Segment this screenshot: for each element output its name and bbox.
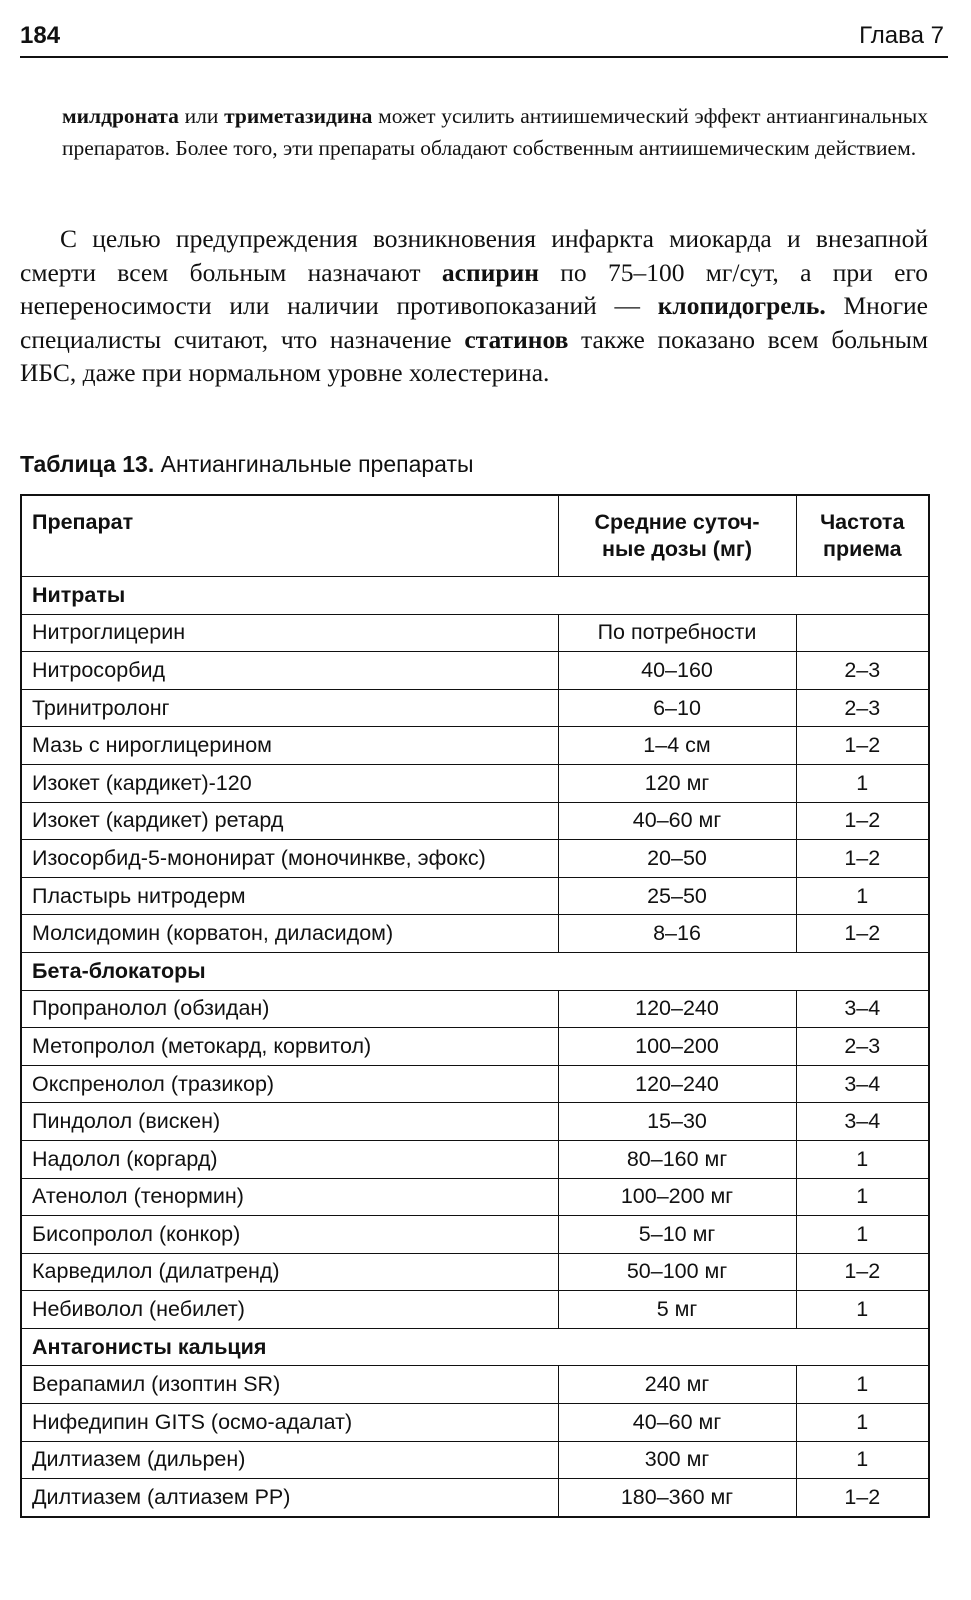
table-row: [21, 1441, 929, 1479]
table-body: [21, 577, 929, 1517]
drug-name-cell: Нитроглицерин: [21, 614, 558, 652]
dose-cell: 180–360 мг: [558, 1479, 796, 1517]
drug-name-cell: Тринитролонг: [21, 689, 558, 727]
dose-cell: 40–60 мг: [558, 802, 796, 840]
paragraph-continuation: [62, 100, 928, 164]
table-row: [21, 990, 929, 1028]
bold-term: клопидогрель.: [657, 291, 826, 320]
drug-name-cell: Бисопролол (конкор): [21, 1216, 558, 1254]
group-heading: Бета-блокаторы: [21, 952, 929, 990]
table-row: [21, 1404, 929, 1442]
drug-name-cell: Изосорбид-5-мононират (моночинкве, эфокс): [21, 840, 558, 878]
group-heading: Антагонисты кальция: [21, 1328, 929, 1366]
dose-cell: 25–50: [558, 877, 796, 915]
frequency-cell: 1–2: [796, 727, 929, 765]
bold-term: милдроната: [62, 104, 179, 128]
dose-cell: 1–4 см: [558, 727, 796, 765]
header-drug: Препарат: [21, 495, 558, 577]
frequency-cell: 1: [796, 1216, 929, 1254]
header-dose: [558, 495, 796, 577]
drug-name-cell: Мазь с нироглицерином: [21, 727, 558, 765]
table-row: [21, 1479, 929, 1517]
chapter-title: Глава 7: [859, 22, 944, 49]
group-row: [21, 577, 929, 615]
dose-cell: 80–160 мг: [558, 1140, 796, 1178]
group-heading: Нитраты: [21, 577, 929, 615]
paragraph-main: [20, 222, 928, 390]
text-run: по 75–100 мг/сут, а при его непереносимости или наличии противопоказаний —: [20, 257, 928, 320]
frequency-cell: [796, 614, 929, 652]
frequency-cell: 1: [796, 1140, 929, 1178]
table-row: [21, 1366, 929, 1404]
header-dose-line2: ные дозы (мг): [602, 537, 752, 561]
table-header-row: [21, 495, 929, 577]
table-row: [21, 614, 929, 652]
drug-name-cell: Изокет (кардикет)-120: [21, 764, 558, 802]
frequency-cell: 1: [796, 1291, 929, 1329]
text-run: также показано всем больным ИБС, даже при нормальном уровне холестерина.: [20, 324, 928, 387]
table-row: [21, 877, 929, 915]
bold-term: аспирин: [441, 257, 539, 287]
frequency-cell: 3–4: [796, 1103, 929, 1141]
drug-name-cell: Окспренолол (тразикор): [21, 1065, 558, 1103]
table-row: [21, 1103, 929, 1141]
frequency-cell: 1: [796, 764, 929, 802]
group-row: [21, 952, 929, 990]
drug-name-cell: Карведилол (дилатренд): [21, 1253, 558, 1291]
table-caption-label: Таблица 13.: [20, 451, 155, 477]
text-run: С целью предупреждения возникновения инфаркта миокарда и внезапной смерти всем больным назначают: [20, 224, 928, 287]
drug-name-cell: Пластырь нитродерм: [21, 877, 558, 915]
dose-cell: 5–10 мг: [558, 1216, 796, 1254]
table-caption-title: Антиангинальные препараты: [154, 451, 474, 477]
frequency-cell: 1: [796, 1441, 929, 1479]
table-row: [21, 1065, 929, 1103]
dose-cell: 120–240: [558, 990, 796, 1028]
table-row: [21, 1253, 929, 1291]
text-run: или: [178, 104, 225, 128]
drug-name-cell: Нифедипин GITS (осмо-адалат): [21, 1404, 558, 1442]
dose-cell: 6–10: [558, 689, 796, 727]
drug-name-cell: Верапамил (изоптин SR): [21, 1366, 558, 1404]
frequency-cell: 1–2: [796, 802, 929, 840]
text-run: Многие специалисты считают, что назначение: [20, 291, 928, 354]
table-caption: [20, 451, 474, 478]
drug-name-cell: Метопролол (метокард, корвитол): [21, 1028, 558, 1066]
dose-cell: 20–50: [558, 840, 796, 878]
dose-cell: 5 мг: [558, 1291, 796, 1329]
frequency-cell: 2–3: [796, 689, 929, 727]
dose-cell: По потребности: [558, 614, 796, 652]
drug-name-cell: Изокет (кардикет) ретард: [21, 802, 558, 840]
dose-cell: 300 мг: [558, 1441, 796, 1479]
dose-cell: 100–200: [558, 1028, 796, 1066]
table-row: [21, 802, 929, 840]
table-row: [21, 1216, 929, 1254]
drug-name-cell: Небиволол (небилет): [21, 1291, 558, 1329]
frequency-cell: 1: [796, 1366, 929, 1404]
dose-cell: 15–30: [558, 1103, 796, 1141]
dose-cell: 120 мг: [558, 764, 796, 802]
frequency-cell: 1–2: [796, 915, 929, 953]
dose-cell: 40–60 мг: [558, 1404, 796, 1442]
frequency-cell: 1–2: [796, 1253, 929, 1291]
drug-name-cell: Нитросорбид: [21, 652, 558, 690]
frequency-cell: 1: [796, 1178, 929, 1216]
table-row: [21, 1028, 929, 1066]
header-frequency: [796, 495, 929, 577]
dose-cell: 8–16: [558, 915, 796, 953]
running-head: [20, 20, 948, 58]
drug-name-cell: Пропранолол (обзидан): [21, 990, 558, 1028]
drug-name-cell: Пиндолол (вискен): [21, 1103, 558, 1141]
dose-cell: 120–240: [558, 1065, 796, 1103]
drug-name-cell: Надолол (коргард): [21, 1140, 558, 1178]
table-row: [21, 727, 929, 765]
table-row: [21, 652, 929, 690]
header-frequency-line2: приема: [822, 537, 902, 561]
page-number: 184: [20, 22, 61, 49]
dose-cell: 100–200 мг: [558, 1178, 796, 1216]
frequency-cell: 3–4: [796, 1065, 929, 1103]
drugs-table: [20, 494, 930, 1518]
text-run: может усилить антиишемический эффект антиангинальных препаратов. Более того, эти препараты обладают собственным антиишемическим действием.: [62, 104, 928, 160]
table-row: [21, 689, 929, 727]
dose-cell: 40–160: [558, 652, 796, 690]
header-dose-line1: Средние суточ-: [594, 510, 760, 534]
group-row: [21, 1328, 929, 1366]
frequency-cell: 3–4: [796, 990, 929, 1028]
header-frequency-line1: Частота: [820, 510, 905, 534]
table-row: [21, 1140, 929, 1178]
dose-cell: 50–100 мг: [558, 1253, 796, 1291]
bold-term: триметазидина: [224, 104, 373, 128]
drug-name-cell: Дилтиазем (алтиазем РР): [21, 1479, 558, 1517]
drug-name-cell: Дилтиазем (дильрен): [21, 1441, 558, 1479]
table-row: [21, 764, 929, 802]
frequency-cell: 1–2: [796, 840, 929, 878]
table-row: [21, 1291, 929, 1329]
table-row: [21, 840, 929, 878]
drug-name-cell: Атенолол (тенормин): [21, 1178, 558, 1216]
drug-name-cell: Молсидомин (корватон, диласидом): [21, 915, 558, 953]
table-row: [21, 915, 929, 953]
dose-cell: 240 мг: [558, 1366, 796, 1404]
frequency-cell: 2–3: [796, 652, 929, 690]
table-row: [21, 1178, 929, 1216]
bold-term: статинов: [464, 324, 569, 354]
frequency-cell: 1–2: [796, 1479, 929, 1517]
frequency-cell: 2–3: [796, 1028, 929, 1066]
frequency-cell: 1: [796, 877, 929, 915]
frequency-cell: 1: [796, 1404, 929, 1442]
